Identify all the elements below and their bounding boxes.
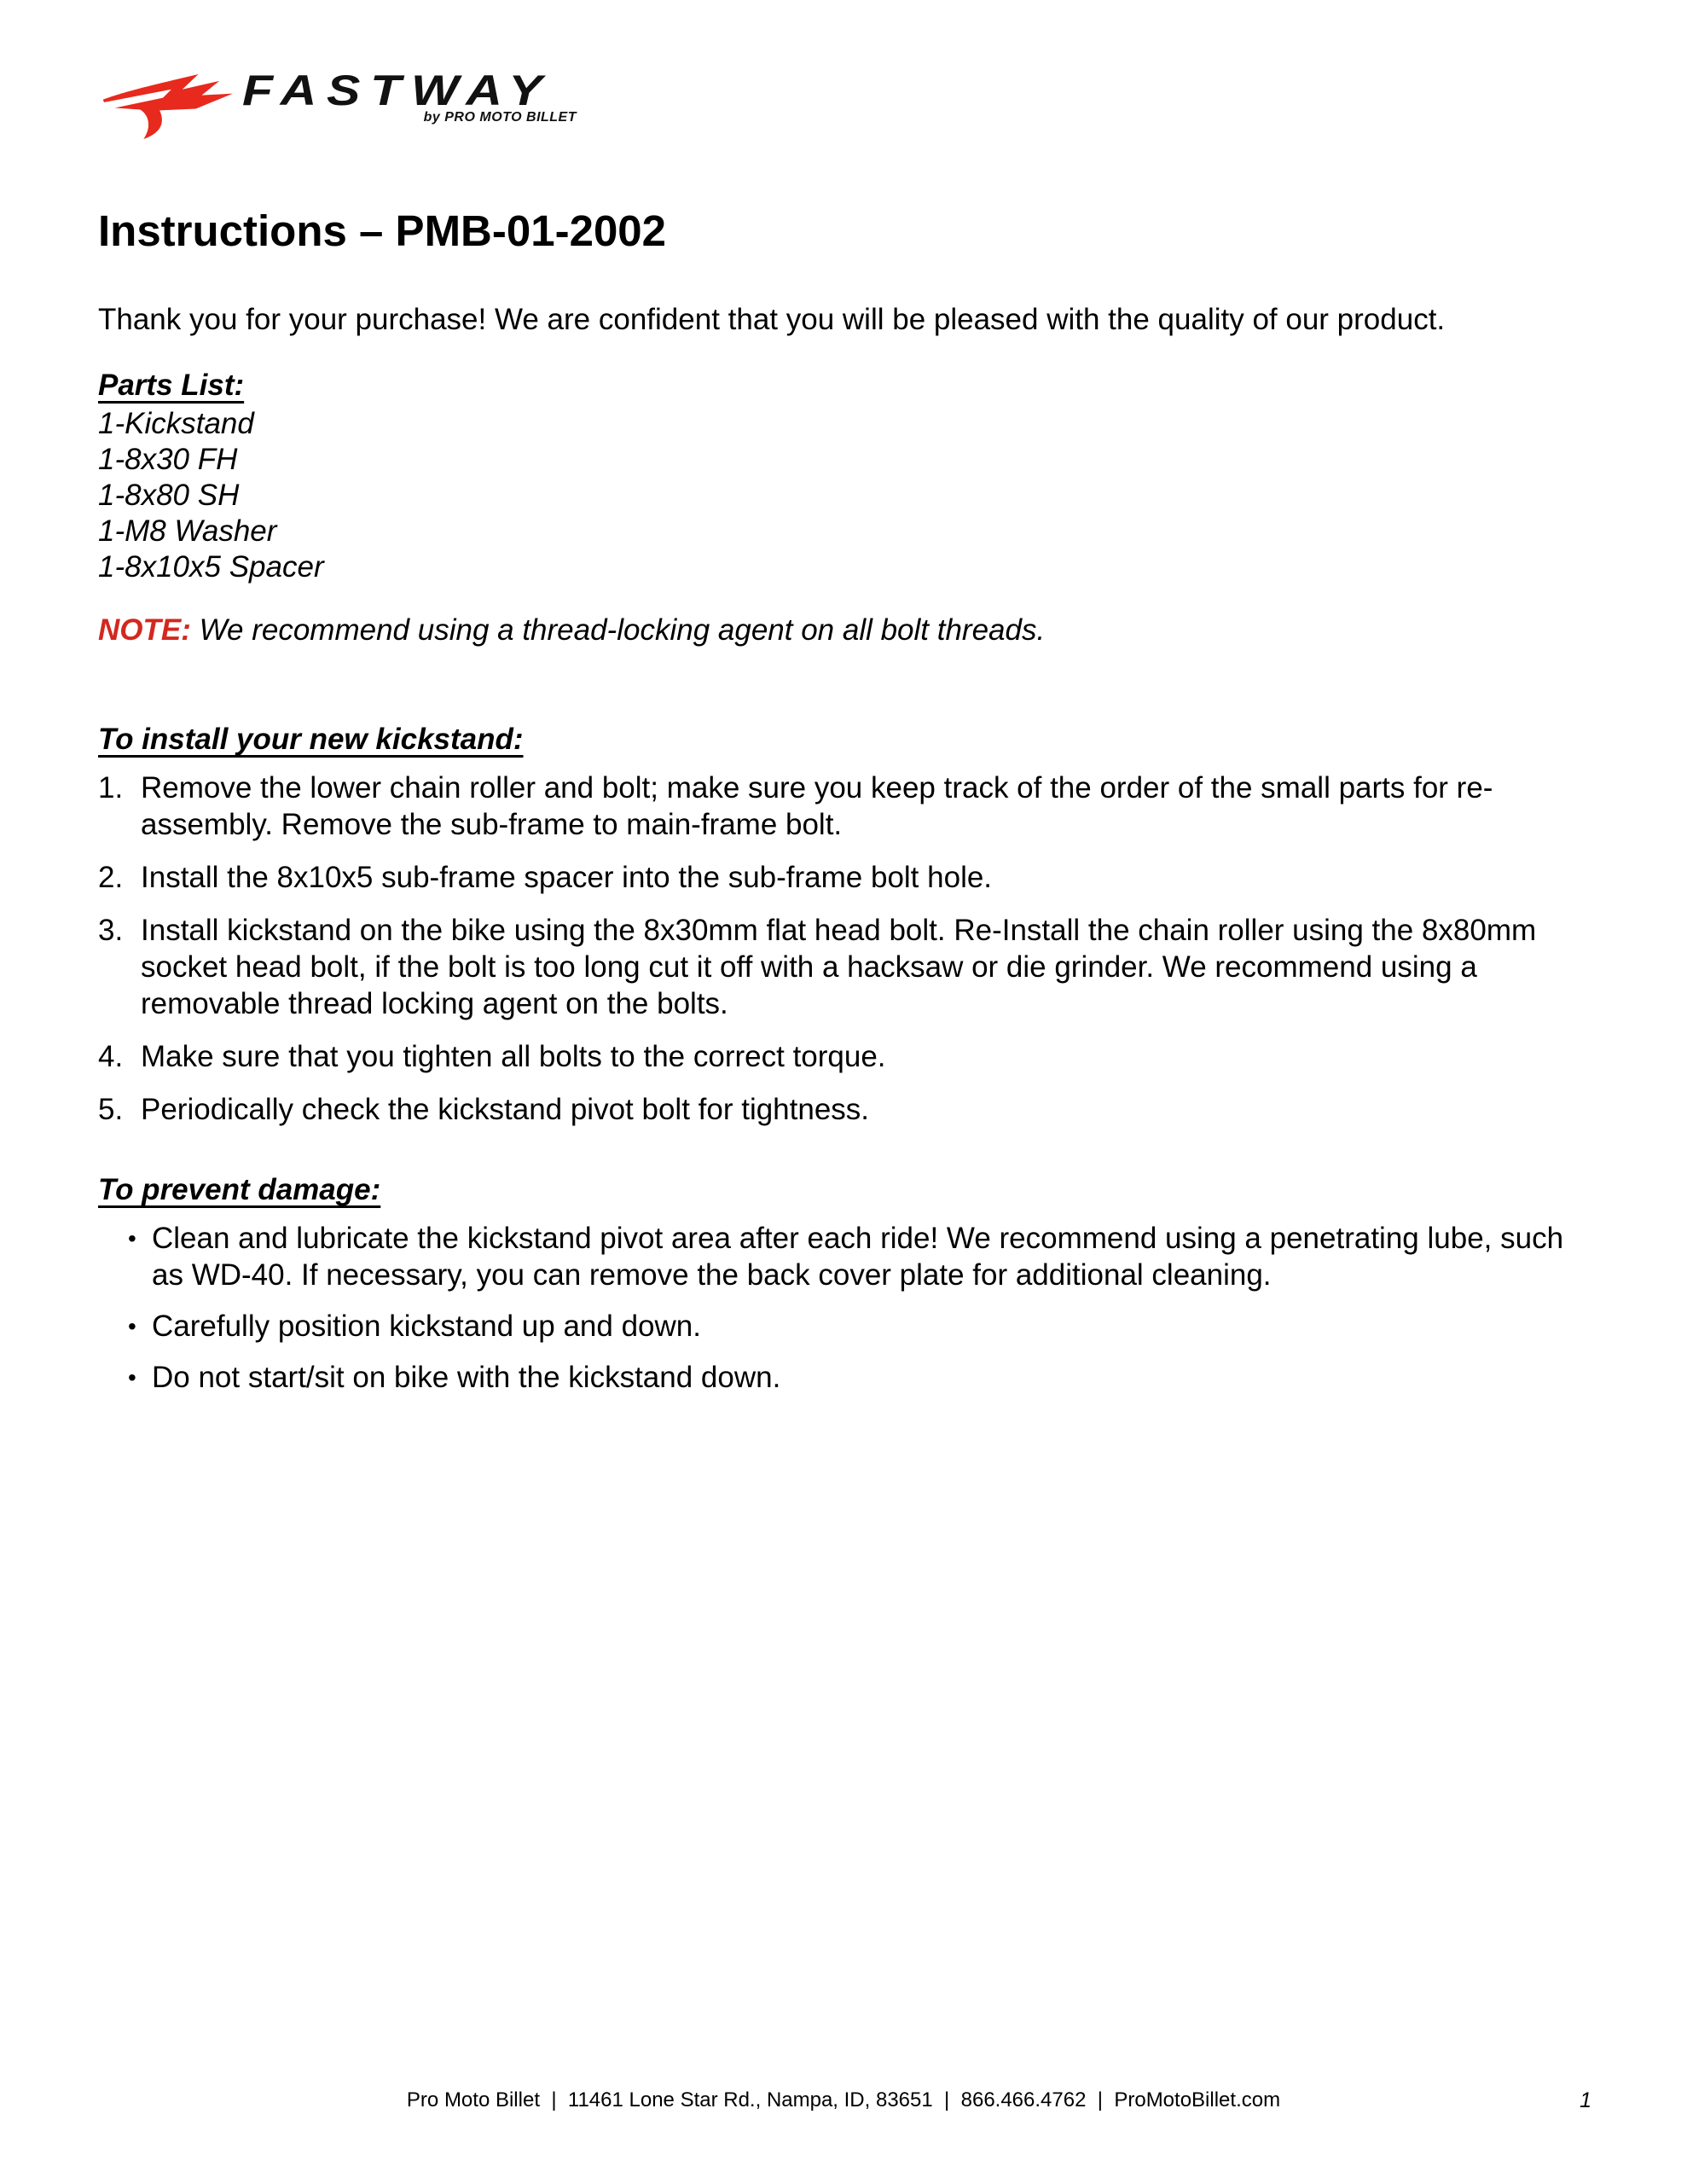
- fastway-byline: by PRO MOTO BILLET: [423, 110, 577, 125]
- parts-list: [98, 406, 1586, 585]
- document-header: [98, 0, 1586, 135]
- step-text: Install kickstand on the bike using the 8x30mm flat head bolt. Re-Install the chain roller using the 8x80mm socket head bolt, if the bolt is too long cut it off with a hacksaw or die grinder. We recommend using a removable thread locking agent on the bolts.: [141, 914, 1537, 1021]
- prevent-bullet: [98, 1359, 1586, 1396]
- install-step: [98, 1038, 1586, 1075]
- parts-list-item: 1-M8 Washer: [98, 514, 277, 549]
- install-step: [98, 912, 1586, 1022]
- step-number: 1.: [98, 771, 124, 805]
- document-content: [98, 0, 1586, 1410]
- fastway-logo: [101, 67, 583, 139]
- parts-list-item: 1-8x10x5 Spacer: [98, 550, 324, 584]
- step-text: Periodically check the kickstand pivot bolt for tightness.: [141, 1093, 870, 1127]
- step-text: Make sure that you tighten all bolts to the correct torque.: [141, 1040, 886, 1074]
- prevent-heading: [98, 1171, 1586, 1209]
- note-text: We recommend using a thread-locking agent on all bolt threads.: [199, 613, 1046, 648]
- step-number: 2.: [98, 861, 124, 895]
- bullet-text: Do not start/sit on bike with the kickstand down.: [152, 1361, 781, 1395]
- install-steps: [98, 770, 1586, 1128]
- install-step: [98, 859, 1586, 896]
- install-heading: [98, 721, 1586, 758]
- prevent-bullet: [98, 1220, 1586, 1293]
- note-label: NOTE:: [98, 613, 191, 648]
- parts-list-item: 1-8x80 SH: [98, 479, 240, 513]
- footer-company-info: Pro Moto Billet | 11461 Lone Star Rd., Nampa, ID, 83651 | 866.466.4762 | ProMotoBillet.com: [406, 2088, 1281, 2111]
- step-number: 5.: [98, 1093, 124, 1127]
- bullet-text: Clean and lubricate the kickstand pivot area after each ride! We recommend using a penetrating lube, such as WD-40. If necessary, you can remove the back cover plate for additional cleaning.: [152, 1222, 1564, 1292]
- fastway-logo-text: [242, 67, 583, 125]
- install-step: [98, 770, 1586, 843]
- fastway-wordmark: FASTWAY: [242, 67, 553, 114]
- step-number: 3.: [98, 914, 124, 948]
- install-step: [98, 1091, 1586, 1128]
- bullet-text: Carefully position kickstand up and down.: [152, 1310, 701, 1344]
- step-number: 4.: [98, 1040, 124, 1074]
- install-heading-text: To install your new kickstand:: [98, 723, 524, 757]
- note-paragraph: [98, 612, 1586, 649]
- fastway-logo-mark-icon: [101, 72, 235, 139]
- bullet-dot: •: [128, 1313, 136, 1340]
- page-title: Instructions – PMB-01-2002: [98, 206, 667, 255]
- parts-list-item: 1-8x30 FH: [98, 443, 238, 477]
- bullet-dot: •: [128, 1225, 136, 1252]
- prevent-bullets: [98, 1220, 1586, 1396]
- parts-list-item: 1-Kickstand: [98, 407, 254, 441]
- parts-list-heading-text: Parts List:: [98, 369, 245, 403]
- step-text: Remove the lower chain roller and bolt; make sure you keep track of the order of the small parts for re-assembly. Remove the sub-frame to main-frame bolt.: [141, 771, 1493, 842]
- prevent-heading-text: To prevent damage:: [98, 1173, 381, 1207]
- bullet-dot: •: [128, 1364, 136, 1391]
- prevent-bullet: [98, 1308, 1586, 1345]
- page-number: 1: [1580, 2088, 1591, 2112]
- parts-list-heading: [98, 367, 1586, 404]
- page-footer: [0, 2088, 1687, 2126]
- intro-paragraph: Thank you for your purchase! We are confident that you will be pleased with the quality of our product.: [98, 303, 1446, 337]
- step-text: Install the 8x10x5 sub-frame spacer into the sub-frame bolt hole.: [141, 861, 993, 895]
